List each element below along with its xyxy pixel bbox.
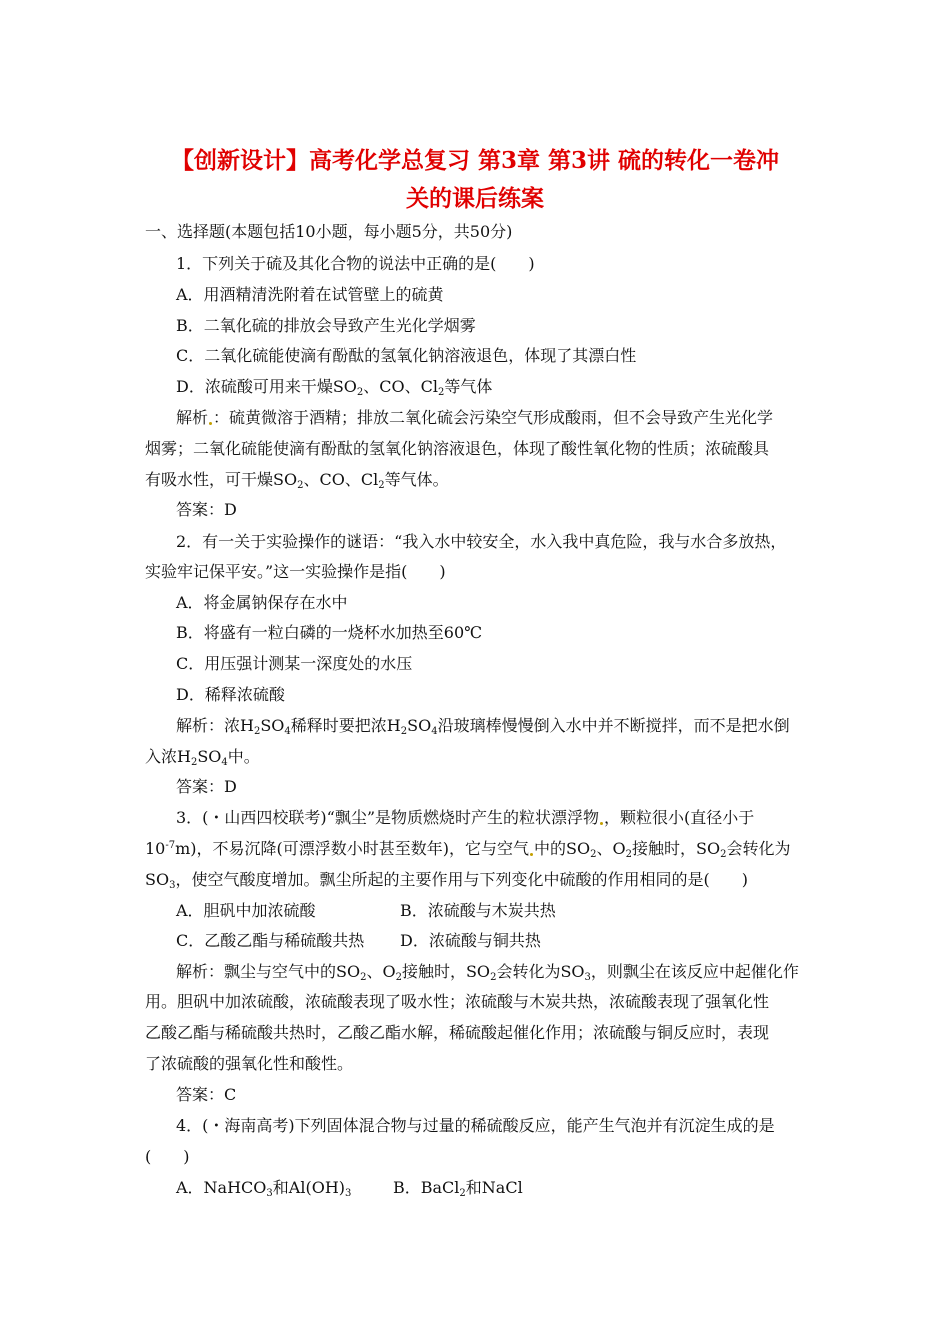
q4-option-b: B．BaCl$_2$和NaCl xyxy=(393,1178,523,1199)
doc-title-line-2: 关的课后练案 xyxy=(406,185,544,212)
q3-option-b: B．浓硫酸与木炭共热 xyxy=(400,901,556,920)
dot-mark xyxy=(600,822,603,825)
q3-option-c: C．乙酸乙酯与稀硫酸共热 xyxy=(176,931,365,950)
q2-option-d: D．稀释浓硫酸 xyxy=(176,685,285,704)
q1-option-d: D．浓硫酸可用来干燥$SO_2$、CO、$Cl_2$等气体 xyxy=(176,377,493,398)
q1-explanation-line-1: 解析 ：硫黄微溶于酒精；排放二氧化硫会污染空气形成酸雨，但不会导致产生光化学 xyxy=(176,408,774,427)
q2-explanation-line-2: 入浓$H_2SO_4$中。 xyxy=(145,747,260,768)
q2-option-b: B．将盛有一粒白磷的一烧杯水加热至60℃ xyxy=(176,623,483,642)
q3-stem-line-3: $SO_3$，使空气酸度增加。飘尘所起的主要作用与下列变化中硫酸的作用相同的是( ) xyxy=(145,870,748,891)
q2-stem-line-1: 2．有一关于实验操作的谜语：“我入水中较安全，水入我中真危险，我与水合多放热， xyxy=(176,532,787,551)
section-heading: 一、选择题(本题包括10小题，每小题5分，共50分) xyxy=(145,222,513,241)
q3-explanation-line-1: 解析：飘尘与空气中的$SO_2$、$O_2$接触时，$SO_2$会转化为$SO_3$，则飘尘在该反应中起催化作 xyxy=(176,962,799,983)
q3-stem-line-2: $10^{-7}m$)，不易沉降(可漂浮数小时甚至数年)，它与空气 中的$SO_2$、$O_2$接触时，$SO_2$会转化为 xyxy=(145,839,791,860)
q1-option-c: C．二氧化硫能使滴有酚酞的氢氧化钠溶液退色，体现了其漂白性 xyxy=(176,346,637,365)
q3-explanation-line-2: 用。胆矾中加浓硫酸，浓硫酸表现了吸水性；浓硫酸与木炭共热，浓硫酸表现了强氧化性 xyxy=(145,992,770,1011)
doc-title-line-1: 【创新设计】高考化学总复习 第3章 第3讲 硫的转化一卷冲 xyxy=(170,147,780,174)
q3-answer: 答案：C xyxy=(176,1085,237,1104)
q4-option-a: A．NaHCO$_3$和$Al(OH)_3$ xyxy=(176,1178,352,1199)
q2-explanation-line-1: 解析：浓$H_2SO_4$稀释时要把浓$H_2SO_4$沿玻璃棒慢慢倒入水中并不断搅拌，而不是把水倒 xyxy=(176,716,790,737)
q2-stem-line-2: 实验牢记保平安。”这一实验操作是指( ) xyxy=(145,562,446,581)
q1-answer: 答案：D xyxy=(176,500,237,519)
q2-option-c: C．用压强计测某一深度处的水压 xyxy=(176,654,413,673)
dot-mark xyxy=(209,422,212,425)
q3-option-a: A．胆矾中加浓硫酸 xyxy=(176,901,316,920)
q2-answer: 答案：D xyxy=(176,777,237,796)
q4-stem-line-2: ( ) xyxy=(145,1147,190,1166)
q1-option-b: B．二氧化硫的排放会导致产生光化学烟雾 xyxy=(176,316,476,335)
q3-explanation-line-3: 乙酸乙酯与稀硫酸共热时，乙酸乙酯水解，稀硫酸起催化作用；浓硫酸与铜反应时，表现 xyxy=(145,1023,770,1042)
q1-explanation-line-3: 有吸水性，可干燥$SO_2$、CO、$Cl_2$等气体。 xyxy=(145,470,449,491)
q1-stem: 1．下列关于硫及其化合物的说法中正确的是( ) xyxy=(176,254,535,273)
q1-explanation-line-2: 烟雾；二氧化硫能使滴有酚酞的氢氧化钠溶液退色，体现了酸性氧化物的性质；浓硫酸具 xyxy=(145,439,770,458)
q2-option-a: A．将金属钠保存在水中 xyxy=(176,593,348,612)
dot-mark xyxy=(530,853,533,856)
q3-stem-line-1: 3．(・山西四校联考)“飘尘”是物质燃烧时产生的粒状漂浮物 ，颗粒很小(直径小于 xyxy=(176,808,755,827)
q4-stem-line-1: 4．(・海南高考)下列固体混合物与过量的稀硫酸反应，能产生气泡并有沉淀生成的是 xyxy=(176,1116,775,1135)
q3-explanation-line-4: 了浓硫酸的强氧化性和酸性。 xyxy=(145,1054,354,1073)
q1-option-a: A．用酒精清洗附着在试管壁上的硫黄 xyxy=(176,285,444,304)
q3-option-d: D．浓硫酸与铜共热 xyxy=(400,931,541,950)
